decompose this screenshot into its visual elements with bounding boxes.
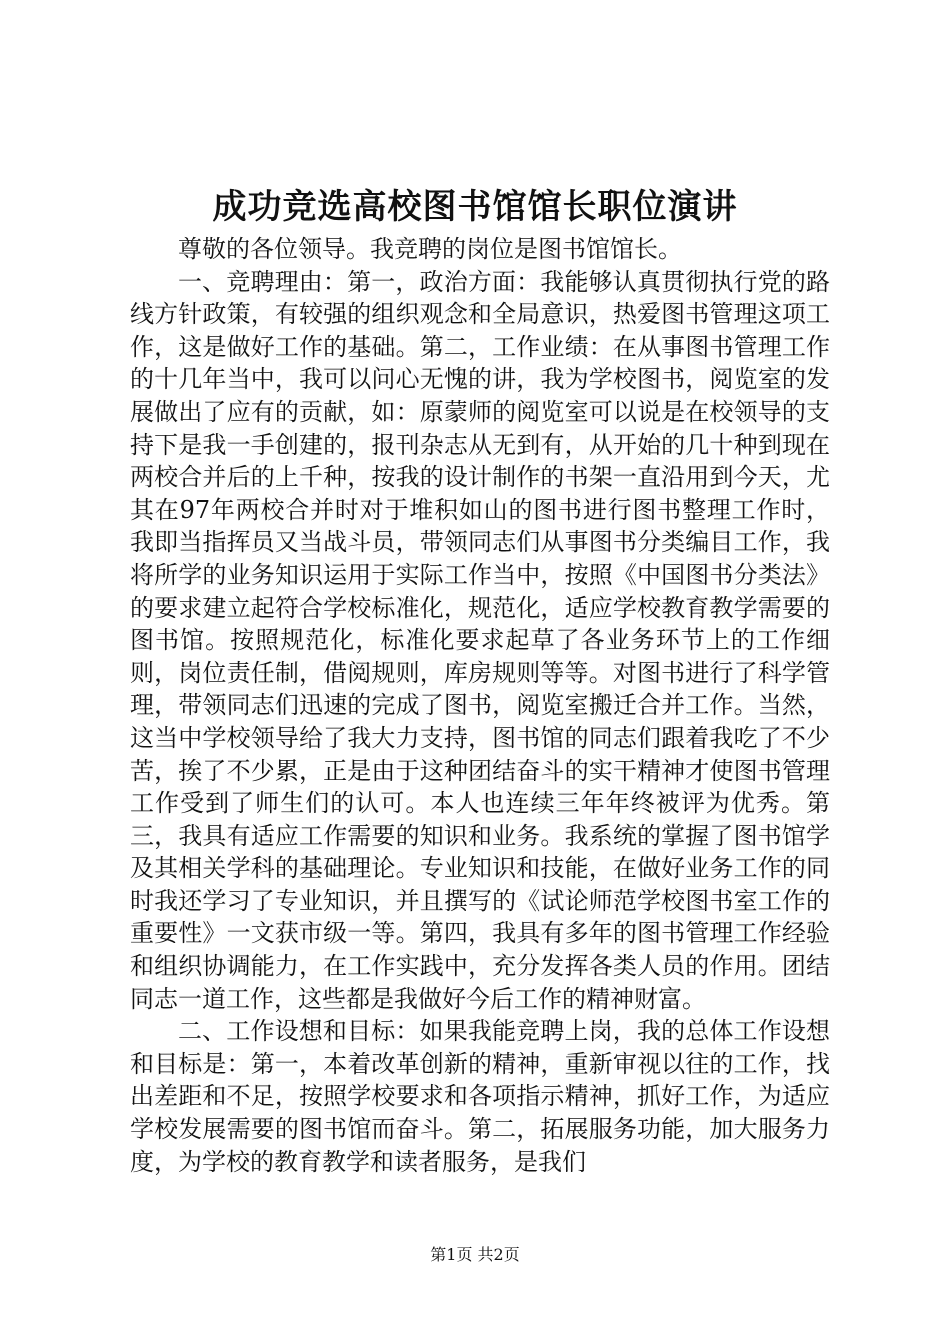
paragraph-greeting: 尊敬的各位领导。我竞聘的岗位是图书馆馆长。 bbox=[178, 235, 682, 263]
document-body bbox=[130, 233, 830, 1178]
page-number-footer: 第1页 共2页 bbox=[430, 1245, 520, 1264]
paragraph-reasons: 一、竞聘理由：第一，政治方面：我能够认真贯彻执行党的路线方针政策，有较强的组织观念和全局意识，热爱图书管理这项工作，这是做好工作的基础。第二，工作业绩：在从事图书管理工作的十几年当中，我可以问心无愧的讲，我为学校图书，阅览室的发展做出了应有的贡献，如：原蒙师的阅览室可以说是在校领导的支持下是我一手创建的，报刊杂志从无到有，从开始的几十种到现在两校合并后的上千种，按我的设计制作的书架一直沿用到今天，尤其在97年两校合并时对于堆积如山的图书进行图书整理工作时，我即当指挥员又当战斗员，带领同志们从事图书分类编目工作，我将所学的业务知识运用于实际工作当中，按照《中国图书分类法》的要求建立起符合学校标准化，规范化，适应学校教育教学需要的图书馆。按照规范化，标准化要求起草了各业务环节上的工作细则，岗位责任制，借阅规则，库房规则等等。对图书进行了科学管理，带领同志们迅速的完成了图书，阅览室搬迁合并工作。当然，这当中学校领导给了我大力支持，图书馆的同志们跟着我吃了不少苦，挨了不少累，正是由于这种团结奋斗的实干精神才使图书管理工作受到了师生们的认可。本人也连续三年年终被评为优秀。第三，我具有适应工作需要的知识和业务。我系统的掌握了图书馆学及其相关学科的基础理论。专业知识和技能，在做好业务工作的同时我还学习了专业知识，并且撰写的《试论师范学校图书室工作的重要性》一文获市级一等。第四，我具有多年的图书管理工作经验和组织协调能力，在工作实践中，充分发挥各类人员的作用。团结同志一道工作，这些都是我做好今后工作的精神财富。 bbox=[130, 267, 830, 1013]
paragraph-plans: 二、工作设想和目标：如果我能竞聘上岗，我的总体工作设想和目标是：第一，本着改革创新的精神，重新审视以往的工作，找出差距和不足，按照学校要求和各项指示精神，抓好工作，为适应学校发展需要的图书馆而奋斗。第二，拓展服务功能，加大服务力度，为学校的教育教学和读者服务，是我们 bbox=[130, 1017, 830, 1176]
document-title: 成功竞选高校图书馆馆长职位演讲 bbox=[212, 187, 738, 227]
